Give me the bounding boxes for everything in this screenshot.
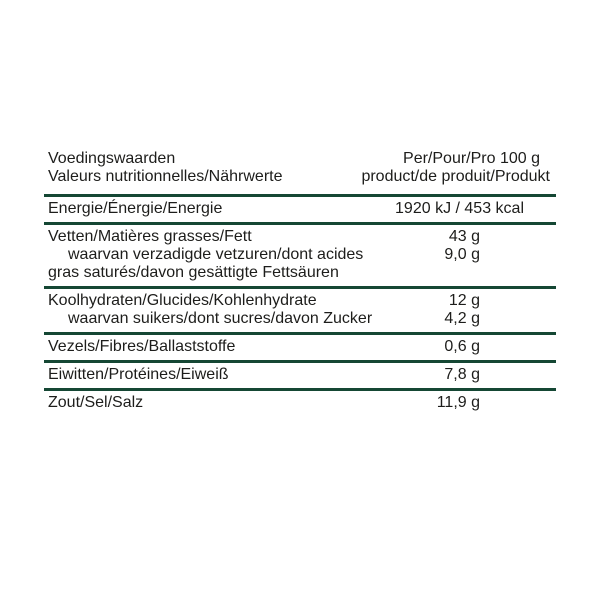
protein-label: Eiwitten/Protéines/Eiweiß bbox=[48, 366, 229, 383]
nutrition-label bbox=[44, 150, 556, 416]
row-carbohydrates bbox=[44, 289, 556, 335]
salt-value: 11,9 g bbox=[436, 394, 480, 411]
header-title-line2: Valeurs nutritionnelles/Nährwerte bbox=[48, 168, 283, 185]
header-right bbox=[361, 150, 552, 186]
row-energy bbox=[44, 197, 556, 225]
nutrition-header bbox=[44, 150, 556, 194]
protein-value: 7,8 g bbox=[444, 366, 480, 383]
row-fibre bbox=[44, 335, 556, 363]
fibre-label: Vezels/Fibres/Ballaststoffe bbox=[48, 338, 236, 355]
sugars-value: 4,2 g bbox=[444, 310, 480, 327]
row-salt bbox=[44, 391, 556, 416]
saturated-fat-label-line1: waarvan verzadigde vetzuren/dont acides bbox=[68, 246, 364, 263]
energy-value: 1920 kJ / 453 kcal bbox=[395, 200, 524, 217]
carbohydrates-label: Koolhydraten/Glucides/Kohlenhydrate bbox=[48, 292, 317, 309]
row-protein bbox=[44, 363, 556, 391]
nutrition-table bbox=[44, 194, 556, 416]
row-fat bbox=[44, 225, 556, 289]
header-per-line2: product/de produit/Produkt bbox=[361, 168, 550, 185]
header-title-line1: Voedingswaarden bbox=[48, 150, 176, 167]
fibre-value: 0,6 g bbox=[444, 338, 480, 355]
sugars-label: waarvan suikers/dont sucres/davon Zucker bbox=[68, 310, 373, 327]
fat-label: Vetten/Matières grasses/Fett bbox=[48, 228, 252, 245]
fat-value: 43 g bbox=[448, 228, 480, 245]
header-per-line1: Per/Pour/Pro 100 g bbox=[403, 150, 540, 167]
header-left bbox=[48, 150, 282, 186]
saturated-fat-value: 9,0 g bbox=[444, 246, 480, 263]
energy-label: Energie/Énergie/Energie bbox=[48, 200, 223, 217]
carbohydrates-value: 12 g bbox=[448, 292, 480, 309]
saturated-fat-label-line2: gras saturés/davon gesättigte Fettsäuren bbox=[48, 264, 339, 281]
salt-label: Zout/Sel/Salz bbox=[48, 394, 144, 411]
